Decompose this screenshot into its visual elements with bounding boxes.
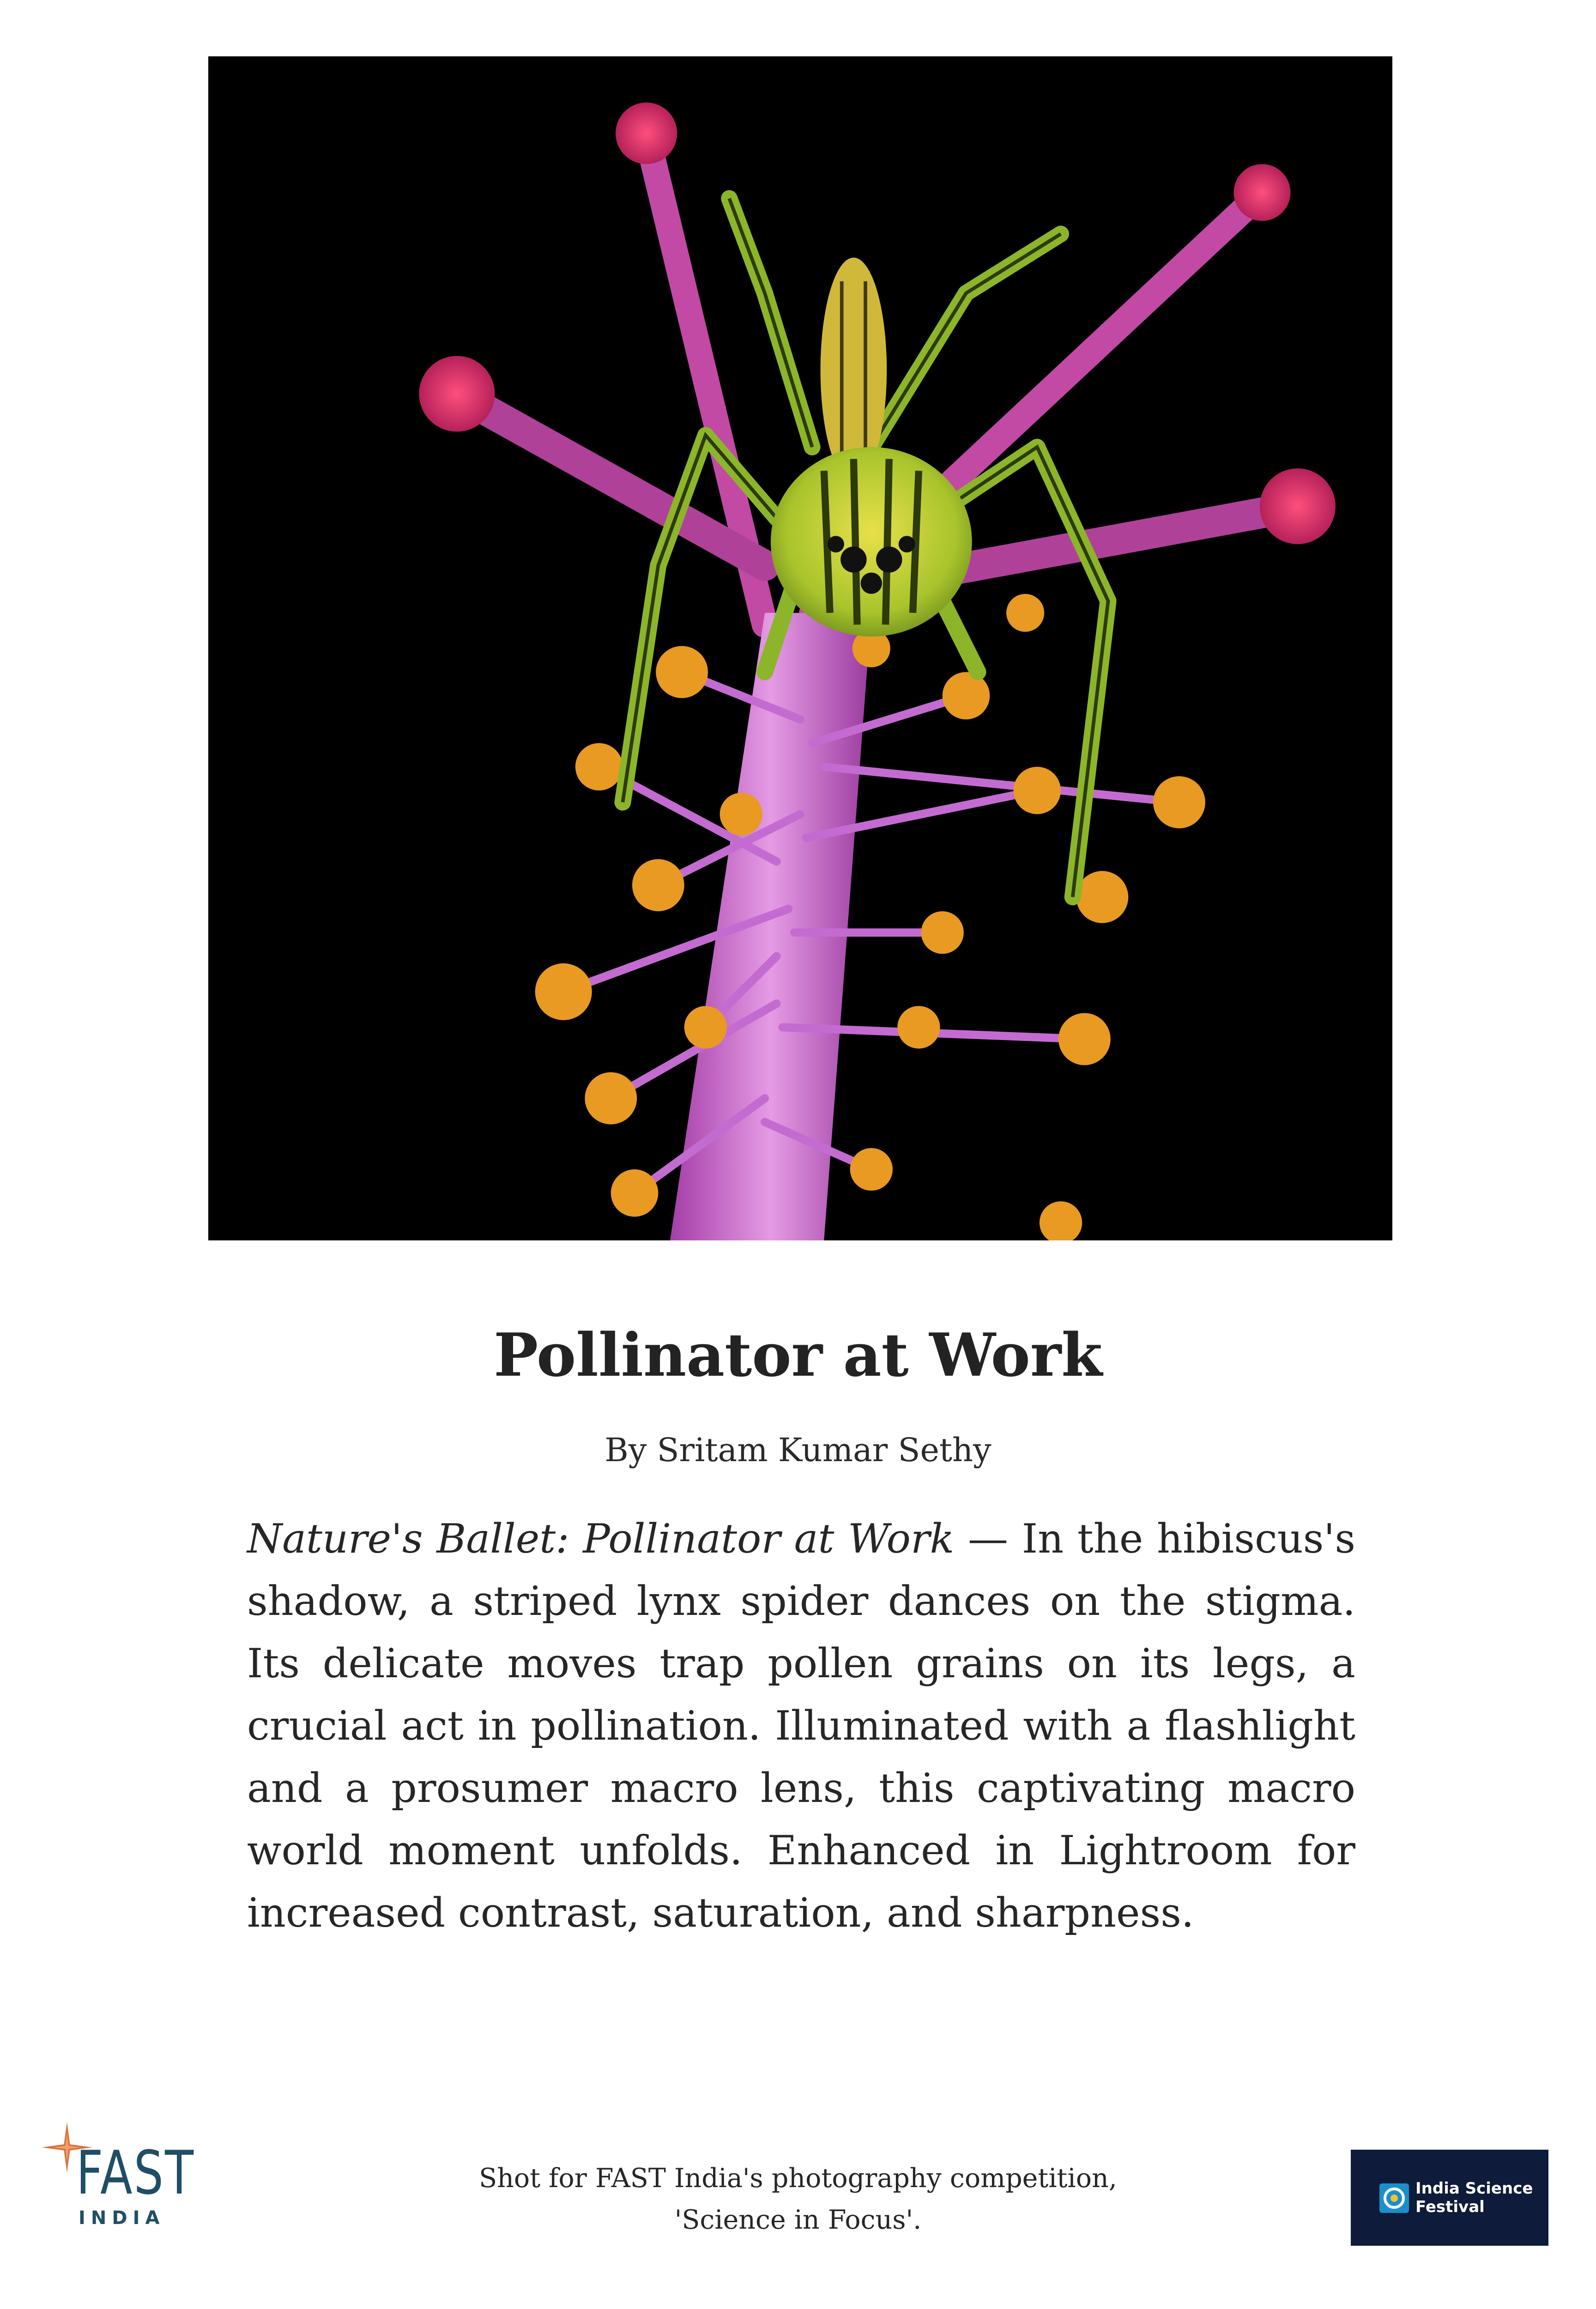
description-separator: —	[954, 1515, 1022, 1562]
spider-on-hibiscus-illustration	[208, 56, 1392, 1240]
page-title: Pollinator at Work	[494, 1321, 1102, 1390]
india-science-festival-logo	[1351, 2150, 1548, 2246]
description-italic-lead: Nature's Ballet: Pollinator at Work	[247, 1515, 955, 1562]
footer-note-line1: Shot for FAST India's photography competition,	[479, 2163, 1117, 2194]
fast-logo-word: FAST	[76, 2138, 195, 2208]
author-byline: By Sritam Kumar Sethy	[605, 1431, 991, 1469]
isf-logo-line1: India Science	[1415, 2179, 1533, 2198]
hero-photo	[208, 56, 1392, 1240]
isf-emblem-icon	[1379, 2183, 1409, 2213]
isf-logo-text	[1415, 2179, 1533, 2216]
photo-description	[247, 1508, 1355, 1944]
isf-logo-line2: Festival	[1415, 2198, 1485, 2216]
footer-note-line2: 'Science in Focus'.	[674, 2205, 922, 2235]
fast-logo-subtitle: INDIA	[79, 2207, 165, 2229]
spider-cephalothorax	[771, 447, 972, 636]
description-body: In the hibiscus's shadow, a striped lynx spider dances on the stigma. Its delicate moves trap pollen grains on its legs, a crucial act in pollination. Illuminated with a flashlight and a prosumer macro lens, this captivating macro world moment unfolds. Enhanced in Lightroom for increased contrast, saturation, and sharpness.	[247, 1515, 1355, 1936]
